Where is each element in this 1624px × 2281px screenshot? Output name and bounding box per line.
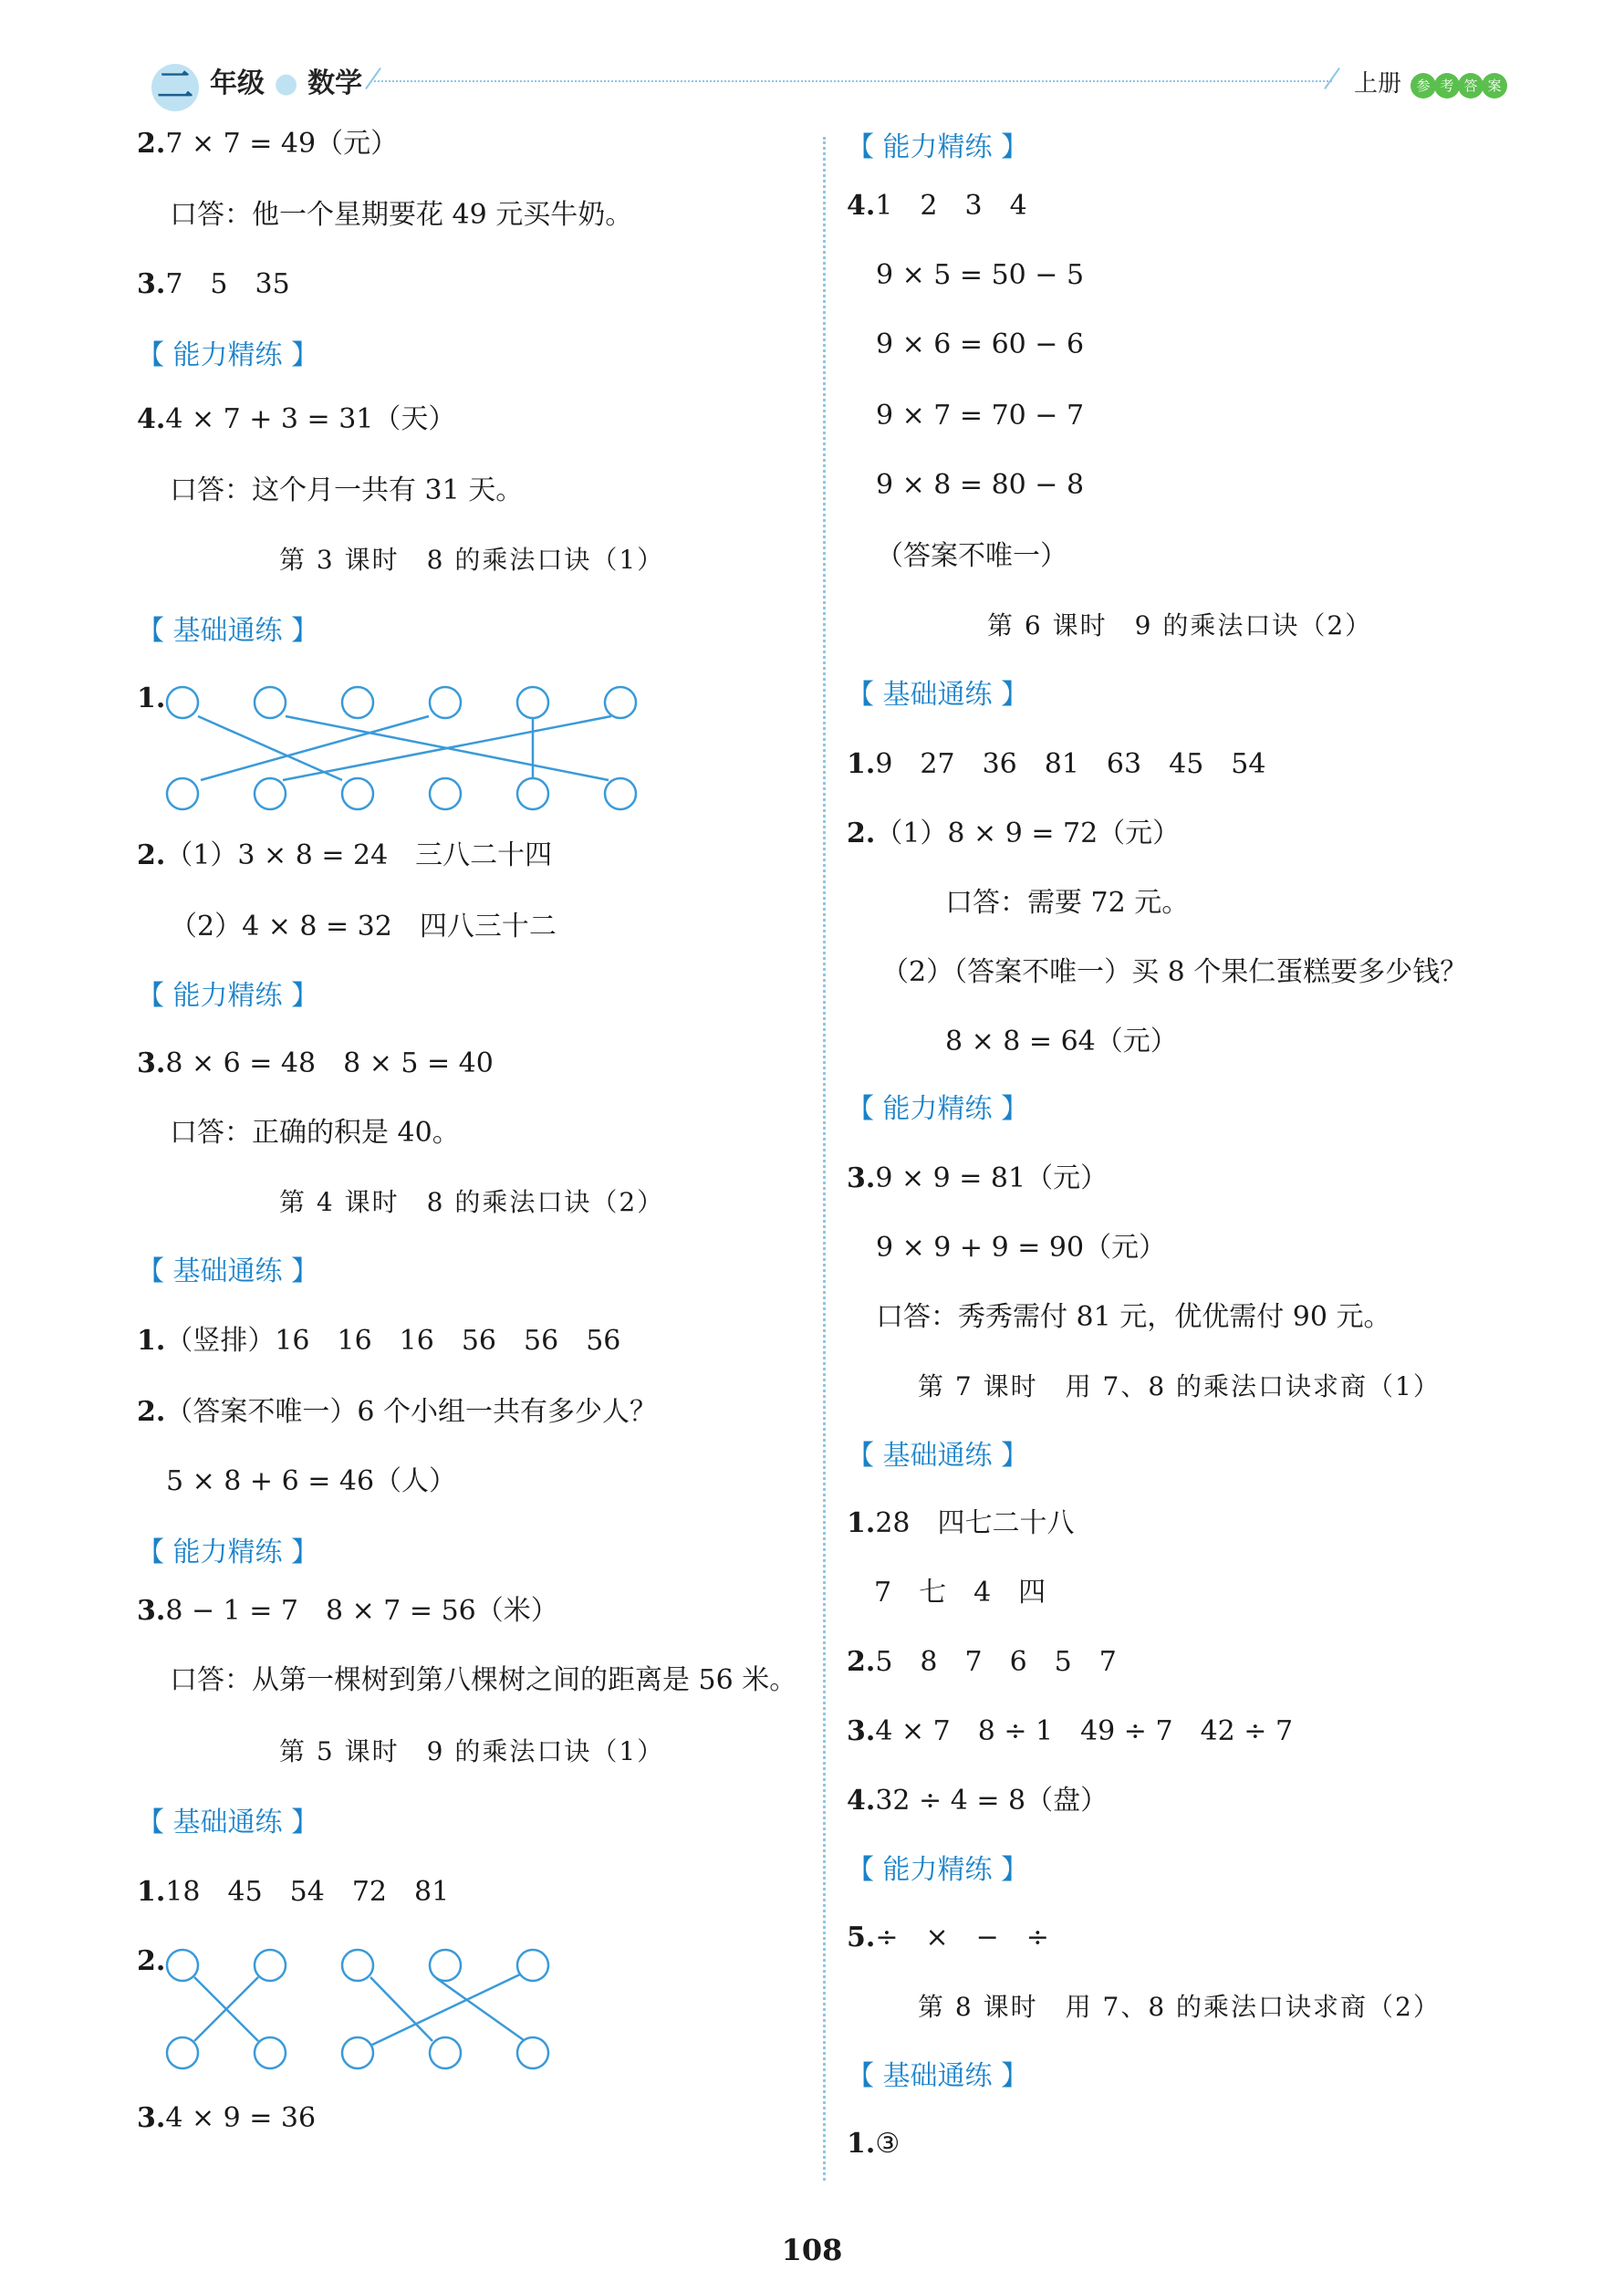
header-subject: 数学 — [307, 68, 363, 99]
answer-line: 1.（竖排）16 16 16 56 56 56 — [137, 1325, 621, 1357]
answer-line: 8 × 8 = 64（元） — [945, 1026, 1178, 1057]
answer-line: 1.③ — [847, 2128, 900, 2160]
answer-line: 口答：他一个星期要花 49 元买牛奶。 — [170, 199, 633, 231]
section-heading-ability: 【 能力精练 】 — [847, 1854, 1029, 1886]
answer-line: 2.5 8 7 6 5 7 — [847, 1646, 1117, 1678]
header-slash-right — [1324, 68, 1340, 89]
answer-line: （2）4 × 8 = 32 四八三十二 — [170, 911, 557, 943]
lesson-title: 第 3 课时 8 的乘法口诀（1） — [279, 545, 665, 575]
lesson-title: 第 8 课时 用 7、8 的乘法口诀求商（2） — [918, 1992, 1441, 2022]
answer-line: 3.8 − 1 = 7 8 × 7 = 56（米） — [137, 1595, 558, 1627]
answer-line: 3.9 × 9 = 81（元） — [847, 1162, 1109, 1194]
grade-number: 二 — [157, 65, 193, 107]
page-number: 108 — [781, 2233, 843, 2267]
answer-line: 2.7 × 7 = 49（元） — [137, 128, 399, 160]
answer-line: （答案不唯一） — [876, 540, 1067, 572]
answer-line: 9 × 8 = 80 − 8 — [876, 469, 1085, 501]
column-divider — [823, 137, 826, 2181]
header-title — [210, 66, 362, 102]
answer-line: 4.1 2 3 4 — [847, 190, 1027, 222]
section-heading-basic: 【 基础通练 】 — [137, 1255, 319, 1287]
section-heading-basic: 【 基础通练 】 — [137, 615, 319, 647]
header-slash-left — [365, 68, 381, 89]
section-heading-basic: 【 基础通练 】 — [847, 2060, 1029, 2092]
lesson-title: 第 4 课时 8 的乘法口诀（2） — [279, 1187, 665, 1217]
lesson-title: 第 6 课时 9 的乘法口诀（2） — [987, 610, 1373, 641]
answer-line: 2.（1）8 × 9 = 72（元） — [847, 818, 1181, 849]
section-heading-basic: 【 基础通练 】 — [847, 1440, 1029, 1472]
answer-line: （2）（答案不唯一）买 8 个果仁蛋糕要多少钱？ — [881, 956, 1468, 988]
answer-line: 5 × 8 + 6 = 46（人） — [166, 1465, 457, 1497]
answer-line: 1.9 27 36 81 63 45 54 — [847, 748, 1266, 780]
answer-line: 1.18 45 54 72 81 — [137, 1876, 450, 1908]
answer-line: 7 七 4 四 — [874, 1577, 1046, 1609]
section-heading-ability: 【 能力精练 】 — [847, 131, 1029, 163]
answer-badge-char: 案 — [1482, 73, 1507, 99]
answer-badge-char: 考 — [1434, 73, 1460, 99]
answer-line: 1.28 四七二十八 — [847, 1507, 1075, 1539]
answer-line: 2.（1）3 × 8 = 24 三八二十四 — [137, 839, 553, 871]
answer-line: 9 × 7 = 70 − 7 — [876, 400, 1085, 432]
answer-line: 3.4 × 9 = 36 — [137, 2102, 317, 2134]
answer-line: 5.÷ × − ÷ — [847, 1922, 1049, 1953]
header-grade-label: 年级 — [210, 68, 265, 99]
section-heading-ability: 【 能力精练 】 — [137, 980, 319, 1012]
answer-badge-char: 答 — [1458, 73, 1483, 99]
answer-line: 9 × 9 + 9 = 90（元） — [876, 1232, 1167, 1264]
header-dot: ● — [265, 68, 308, 99]
answer-line: 9 × 6 = 60 − 6 — [876, 328, 1085, 360]
answer-line: 3.4 × 7 8 ÷ 1 49 ÷ 7 42 ÷ 7 — [847, 1715, 1294, 1747]
section-heading-basic: 【 基础通练 】 — [847, 679, 1029, 711]
header-volume: 上册 — [1354, 70, 1402, 98]
answer-badge-char: 参 — [1411, 73, 1436, 99]
answer-line: 口答：这个月一共有 31 天。 — [170, 474, 524, 506]
section-heading-ability: 【 能力精练 】 — [847, 1093, 1029, 1125]
answer-line: 口答：正确的积是 40。 — [170, 1117, 460, 1149]
answer-line: 4.4 × 7 + 3 = 31（天） — [137, 403, 456, 435]
answer-line: 口答：需要 72 元。 — [945, 887, 1190, 919]
answer-line: 3.7 5 35 — [137, 268, 290, 300]
answer-line: 4.32 ÷ 4 = 8（盘） — [847, 1785, 1109, 1817]
section-heading-ability: 【 能力精练 】 — [137, 339, 319, 371]
section-heading-basic: 【 基础通练 】 — [137, 1807, 319, 1838]
header-rule — [374, 80, 1332, 82]
answer-line: 口答：秀秀需付 81 元，优优需付 90 元。 — [876, 1301, 1391, 1333]
answer-line: 2.（答案不唯一）6 个小组一共有多少人？ — [137, 1396, 657, 1428]
question-number: 2. — [137, 1945, 166, 1977]
section-heading-ability: 【 能力精练 】 — [137, 1536, 319, 1568]
lesson-title: 第 5 课时 9 的乘法口诀（1） — [279, 1736, 665, 1766]
matching-diagram-9 — [164, 1943, 566, 2080]
answer-line: 口答：从第一棵树到第八棵树之间的距离是 56 米。 — [170, 1664, 797, 1696]
answer-line: 9 × 5 = 50 − 5 — [876, 259, 1085, 291]
matching-diagram-8 — [164, 680, 657, 817]
answer-line: 3.8 × 6 = 48 8 × 5 = 40 — [137, 1047, 494, 1079]
lesson-title: 第 7 课时 用 7、8 的乘法口诀求商（1） — [918, 1371, 1441, 1401]
question-number: 1. — [137, 682, 166, 714]
